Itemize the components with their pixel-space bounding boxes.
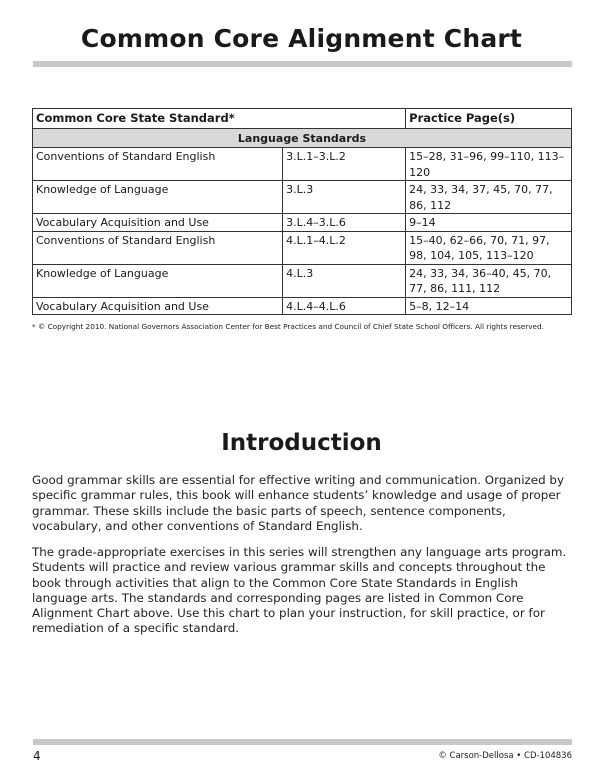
page-number: 4 — [33, 749, 41, 763]
footer-divider — [33, 739, 572, 745]
header-pages: Practice Page(s) — [406, 109, 572, 129]
skill-cell: Vocabulary Acquisition and Use — [33, 297, 283, 315]
skill-cell: Conventions of Standard English — [33, 231, 283, 264]
table-row — [33, 264, 572, 297]
copyright-footnote: * © Copyright 2010. National Governors Association Center for Best Practices and Council of Chief State School Officers. All rights reserved. — [32, 322, 544, 331]
skill-cell: Conventions of Standard English — [33, 148, 283, 181]
code-cell: 4.L.1–4.L.2 — [283, 231, 406, 264]
skill-cell: Knowledge of Language — [33, 264, 283, 297]
table-row — [33, 297, 572, 315]
header-standard: Common Core State Standard* — [33, 109, 406, 129]
skill-cell: Vocabulary Acquisition and Use — [33, 214, 283, 232]
title-divider — [33, 61, 572, 67]
code-cell: 3.L.1–3.L.2 — [283, 148, 406, 181]
pages-cell: 24, 33, 34, 36–40, 45, 70, 77, 86, 111, 112 — [406, 264, 572, 297]
pages-cell: 15–40, 62–66, 70, 71, 97, 98, 104, 105, 113–120 — [406, 231, 572, 264]
table-row — [33, 148, 572, 181]
code-cell: 3.L.3 — [283, 181, 406, 214]
pages-cell: 9–14 — [406, 214, 572, 232]
page-title: Common Core Alignment Chart — [80, 24, 523, 53]
table-row — [33, 214, 572, 232]
alignment-table — [32, 108, 572, 315]
intro-paragraph-1: Good grammar skills are essential for effective writing and communication. Organized by specific grammar rules, this book will enhance students’ knowledge and usage of proper grammar. These skills include the basic parts of speech, sentence components, vocabulary, and other conventions of Standard English. — [32, 473, 564, 533]
intro-heading: Introduction — [221, 430, 382, 456]
footer-copyright: © Carson-Dellosa • CD-104836 — [438, 751, 572, 761]
pages-cell: 15–28, 31–96, 99–110, 113–120 — [406, 148, 572, 181]
code-cell: 4.L.4–4.L.6 — [283, 297, 406, 315]
section-row — [33, 128, 572, 148]
table-header-row — [33, 109, 572, 129]
skill-cell: Knowledge of Language — [33, 181, 283, 214]
code-cell: 3.L.4–3.L.6 — [283, 214, 406, 232]
table-row — [33, 181, 572, 214]
table-row — [33, 231, 572, 264]
pages-cell: 5–8, 12–14 — [406, 297, 572, 315]
intro-paragraph-2: The grade-appropriate exercises in this series will strengthen any language arts program. Students will practice and review various grammar skills and concepts throughout the book through activities that align to the Common Core State Standards in English language arts. The standards and corresponding pages are listed in Common Core Alignment Chart above. Use this chart to plan your instruction, for skill practice, or for remediation of a specific standard. — [32, 545, 567, 636]
pages-cell: 24, 33, 34, 37, 45, 70, 77, 86, 112 — [406, 181, 572, 214]
code-cell: 4.L.3 — [283, 264, 406, 297]
section-label: Language Standards — [33, 128, 572, 148]
